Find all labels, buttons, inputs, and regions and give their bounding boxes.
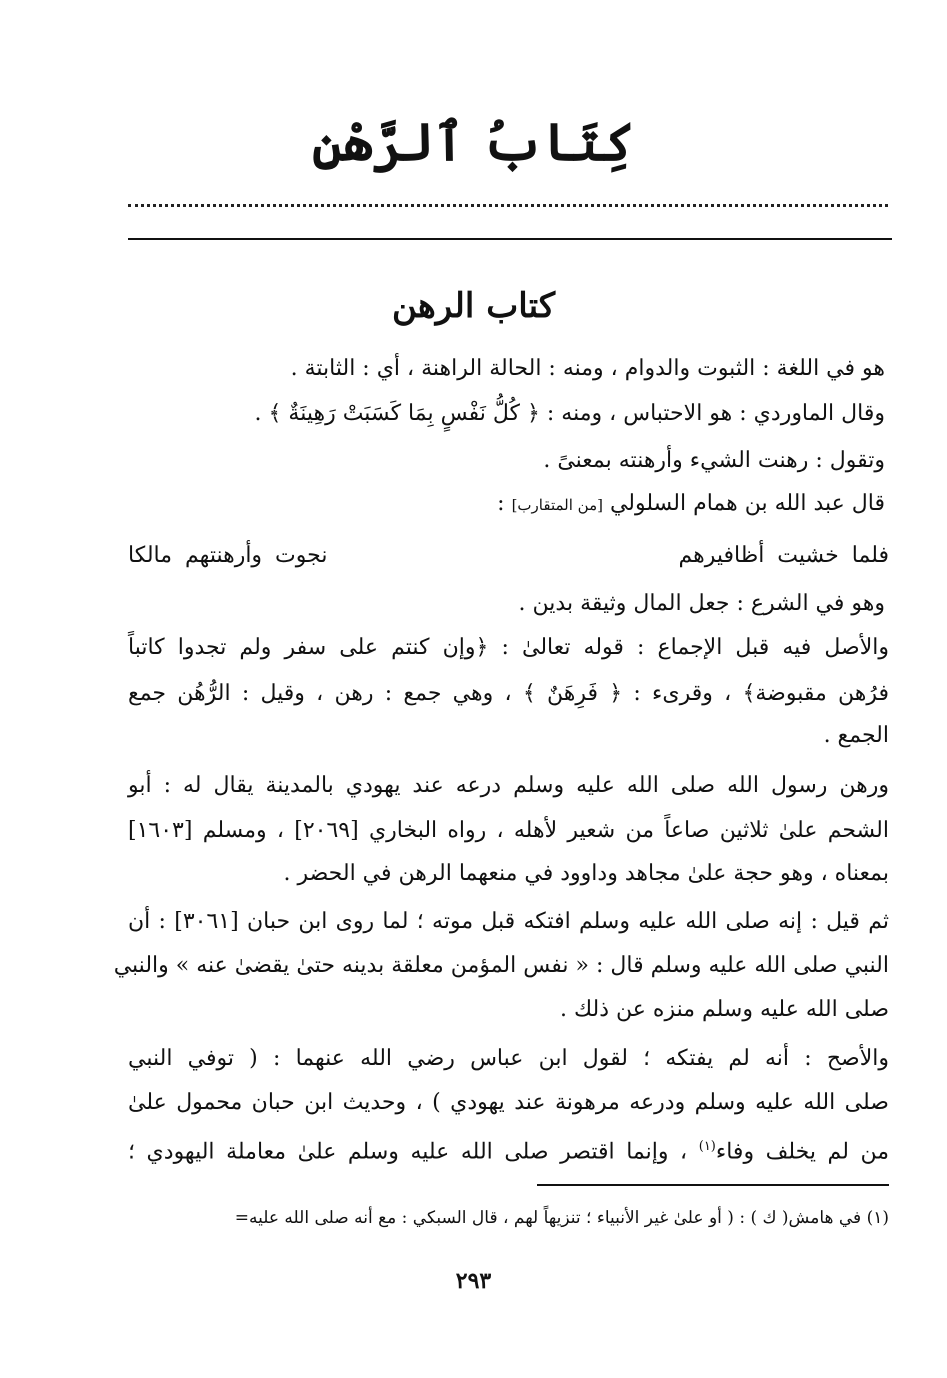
book-title: كِتَابُ ٱلرَّهْنِ (312, 112, 635, 173)
text-line: والأصح : أنه لم يفتكه ؛ لقول ابن عباس رضي الله عنهما : ( توفي النبي (128, 1046, 889, 1071)
text-line (128, 1131, 889, 1168)
text-fragment: من لم يخلف وفاء (715, 1139, 889, 1165)
dotted-separator (128, 200, 888, 207)
text-line: ورهن رسول الله صلى الله عليه وسلم درعه عند يهودي بالمدينة يقال له : أبو (128, 773, 889, 798)
text-line: ثم قيل : إنه صلى الله عليه وسلم افتكه قبل موته ؛ لما روى ابن حبان [٣٠٦١] : أن (128, 909, 889, 934)
footnote: (١) في هامش( ك ) : ( أو علىٰ غير الأنبياء ؛ تنزيهاً لهم ، قال السبكي : مع أنه صلى الله عليه= (234, 1208, 889, 1228)
text-line: صلى الله عليه وسلم ودرعه مرهونة عند يهودي ) ، وحديث ابن حبان محمول علىٰ (128, 1090, 889, 1115)
header-rule (128, 238, 892, 240)
text-line (497, 488, 885, 521)
text-line: بمعناه ، وهو حجة علىٰ مجاهد وداوود في منعهما الرهن في الحضر . (283, 861, 889, 886)
footnote-marker: (١) (698, 1139, 716, 1154)
verse-first-hemistich: فلما خشيت أظافيرهم (678, 543, 889, 568)
text-line: الشحم علىٰ ثلاثين صاعاً من شعير لأهله ، رواه البخاري [٢٠٦٩] ، ومسلم [١٦٠٣] (128, 818, 889, 843)
meter-label: [من المتقارب] (511, 496, 603, 514)
text-line: وهو في الشرع : جعل المال وثيقة بدين . (518, 591, 885, 616)
chapter-title: كتاب الرهن (391, 286, 556, 326)
poet-attribution: قال عبد الله بن همام السلولي (609, 491, 885, 516)
text-fragment: ، وإنما اقتصر صلى الله عليه وسلم علىٰ معاملة اليهودي ؛ (128, 1139, 688, 1165)
text-line: وقال الماوردي : هو الاحتباس ، ومنه : ﴿ كُلُّ نَفْسٍ بِمَا كَسَبَتْ رَهِينَةٌ ﴾ . (254, 401, 885, 426)
text-line: والأصل فيه قبل الإجماع : قوله تعالىٰ : ﴿وإن كنتم على سفر ولم تجدوا كاتباً (128, 635, 889, 660)
text-line: هو في اللغة : الثبوت والدوام ، ومنه : الحالة الراهنة ، أي : الثابتة . (290, 356, 885, 381)
text-line: صلى الله عليه وسلم منزه عن ذلك . (560, 997, 889, 1022)
text-line: وتقول : رهنت الشيء وأرهنته بمعنىً . (543, 448, 885, 473)
text-line: الجمع . (823, 723, 889, 748)
colon: : (497, 491, 505, 516)
verse-second-hemistich: نجوت وأرهنتهم مالكا (128, 543, 328, 568)
text-line: النبي صلى الله عليه وسلم قال : « نفس المؤمن معلقة بدينه حتىٰ يقضىٰ عنه » والنبي (113, 953, 889, 978)
footnote-rule (537, 1184, 889, 1186)
text-line: فرُهن مقبوضة﴾ ، وقرىء : ﴿ فَرِهَنٌ ﴾ ، وهي جمع : رهن ، وقيل : الرُّهُن جمع (128, 681, 889, 706)
page-number: ٢٩٣ (455, 1268, 492, 1294)
